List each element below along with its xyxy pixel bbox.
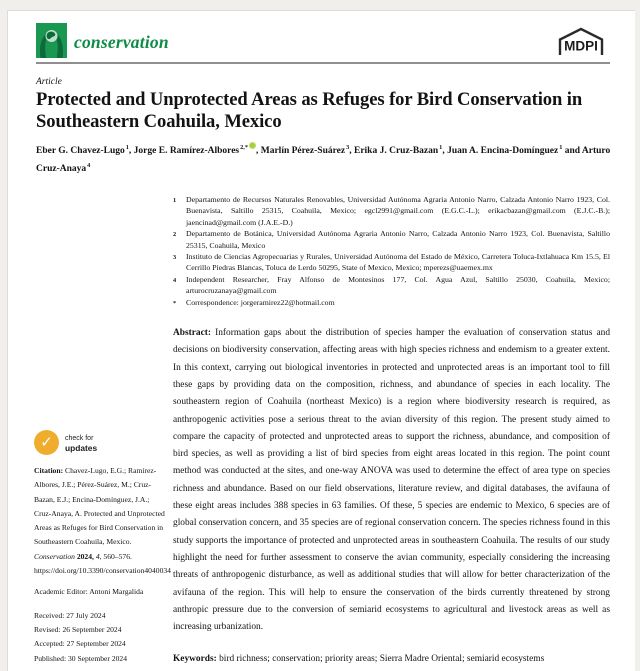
affiliation-row bbox=[173, 251, 610, 274]
keywords-label: Keywords: bbox=[173, 654, 217, 665]
date-row: Received: 27 July 2024 bbox=[34, 610, 106, 620]
affiliations-list bbox=[173, 194, 610, 309]
affiliation-marker: * bbox=[173, 299, 177, 307]
main-column bbox=[173, 194, 610, 671]
affiliation-marker: 2 bbox=[173, 231, 177, 239]
date-row: Published: 30 September 2024 bbox=[34, 653, 128, 663]
mdpi-label: MDPI bbox=[564, 38, 598, 54]
hands-globe-icon bbox=[36, 23, 67, 58]
badge-line2: updates bbox=[65, 442, 98, 453]
abstract-paragraph bbox=[173, 325, 610, 636]
orcid-icon[interactable] bbox=[249, 142, 256, 149]
paper-title: Protected and Unprotected Areas as Refuges for Bird Conservation in Southeastern Coahuila, Mexico bbox=[36, 89, 583, 132]
keywords-line bbox=[173, 652, 610, 666]
affiliation-marker: 3 bbox=[173, 254, 177, 262]
journal-name: conservation bbox=[74, 32, 169, 52]
affiliation-row bbox=[173, 297, 610, 309]
check-for-updates-badge[interactable] bbox=[34, 430, 168, 455]
author-name: Erika J. Cruz-Bazan$^1$, bbox=[353, 144, 448, 157]
keywords-text: bird richness; conservation; priority areas; Sierra Madre Oriental; semiarid ecosystems bbox=[219, 654, 545, 665]
journal-logo[interactable] bbox=[36, 23, 67, 58]
citation-journal: Conservation bbox=[34, 551, 77, 561]
author-name: Eber G. Chavez-Lugo$^1$, bbox=[36, 144, 134, 157]
citation-year: 2024, bbox=[76, 551, 96, 561]
affiliation-text: Departamento de Botánica, Universidad Autónoma Agraria Antonio Narro, Calzada Antonio Narro 1923, Col. Buenavista, Saltillo 25315, Coahuila, Mexico bbox=[186, 229, 610, 250]
affiliation-row bbox=[173, 228, 610, 251]
badge-line1: check for bbox=[65, 435, 94, 442]
affiliation-row bbox=[173, 194, 610, 228]
article-type-label: Article bbox=[36, 77, 62, 87]
abstract-text: Information gaps about the distribution of species hamper the evaluation of conservation status and decisions on biodiversity conservation, affecting areas with high species richness and endemism to a greater extent. In this context, carrying out biological inventories in protected and unprotected areas is an important tool to fill these gaps by providing data on the composition, richness, and abundance of species in each locality. The southeastern region of Coahuila (northeast Mexico) is a region where biodiversity research is required, as anthropogenic activities pose a serious threat to the avian diversity of this region. The present study aimed to compare the capacity of protected and unprotected areas to support the richness, abundance, and composition of bird species, as well as providing a list of bird species from eight areas located in this region. The point count method was conducted at the sites, and one-way ANOVA was used to determine the effect of area type on species richness and abundance. Based on our field observations, literature review, and digital databases, the avifauna of these eight areas includes 388 species in 63 families. Of these, 5 species are endemic to Mexico, 6 species are of global conservation concern, and 35 species are of regional conservation concern. The species richness found in this study supports the importance of protected and unprotected areas in southeastern Coahuila. The results of our study highlight the need for further assessment to conserve the avian community, especially considering the increasing threats of anthropogenic disturbance, as well as additional studies that will allow for better characterization of the avifauna of the region. This will help to ensure the conservation of the birds currently threatened by strong anthropic pressure due to the conversion of semiarid ecosystems to agricultural and livestock areas as well as increasing urbanization. bbox=[173, 328, 611, 633]
dates-block bbox=[34, 609, 168, 666]
citation-label: Citation: bbox=[34, 466, 64, 475]
date-row: Accepted: 27 September 2024 bbox=[34, 639, 126, 649]
authors-line bbox=[36, 141, 612, 176]
date-row: Revised: 26 September 2024 bbox=[34, 624, 122, 634]
affiliation-text: Departamento de Recursos Naturales Renovables, Universidad Autónoma Agraria Antonio Narro, Calzada Antonio Narro 1923, Col. Buenavista, Saltillo 25315, Coahuila, Mexico; egcl2991@gmail.com (E.G.C.-L.); erikacbazan@gmail.com (E.J.C.-B.); jaencinad@gmail.com (J.A.E.-D.) bbox=[186, 195, 610, 227]
affiliation-text: Independent Researcher, Fray Alfonso de Montesinos 177, Col. Agua Azul, Saltillo 25030, Coahuila, Mexico; arturocruzanaya@gmail.com bbox=[186, 274, 610, 296]
citation-doi-link[interactable]: https://doi.org/10.3390/conservation4040034 bbox=[34, 566, 171, 576]
author-name: Arturo Cruz-Anaya$^4$ bbox=[36, 146, 611, 174]
academic-editor-line: Academic Editor: Antoni Margalida bbox=[34, 587, 144, 597]
affiliation-marker: 1 bbox=[173, 197, 177, 204]
mdpi-logo[interactable] bbox=[556, 26, 606, 60]
header-divider bbox=[36, 62, 610, 64]
author-name: Jorge E. Ramírez-Albores$^{2,*}$ , bbox=[133, 144, 261, 157]
citation-block bbox=[34, 464, 171, 578]
author-name: Juan A. Encina-Domínguez$^1$ and bbox=[447, 144, 582, 157]
abstract-label: Abstract: bbox=[173, 328, 212, 339]
check-icon: ✓ bbox=[34, 430, 59, 455]
author-name: Marlín Pérez-Suárez$^3$, bbox=[260, 144, 354, 157]
paper-page bbox=[7, 10, 635, 671]
sidebar bbox=[34, 430, 171, 666]
affiliation-text: Correspondence: jorgeramirez22@hotmail.com bbox=[186, 297, 335, 307]
citation-volume: 4, bbox=[95, 551, 104, 561]
affiliation-row bbox=[173, 274, 610, 297]
affiliation-marker: 4 bbox=[173, 276, 177, 284]
citation-text: Chavez-Lugo, E.G.; Ramírez-Albores, J.E.; Pérez-Suárez, M.; Cruz-Bazan, E.J.; Encina-Domínguez, J.A.; Cruz-Anaya, A. Protected and Unprotected Areas as Refuges for Bird Conservation in Southeastern Coahuila, Mexico. bbox=[34, 466, 165, 547]
citation-pages: 560–576. bbox=[103, 551, 132, 561]
affiliation-text: Instituto de Ciencias Agropecuarias y Rurales, Universidad Autónoma del Estado de México, Carretera Toluca-Ixtlahuaca Km 15.5, El Cerrillo Piedras Blancas, Toluca de Lerdo 50295, State of Mexico, Mexico; mperezs@uaemex.mx bbox=[186, 252, 610, 273]
